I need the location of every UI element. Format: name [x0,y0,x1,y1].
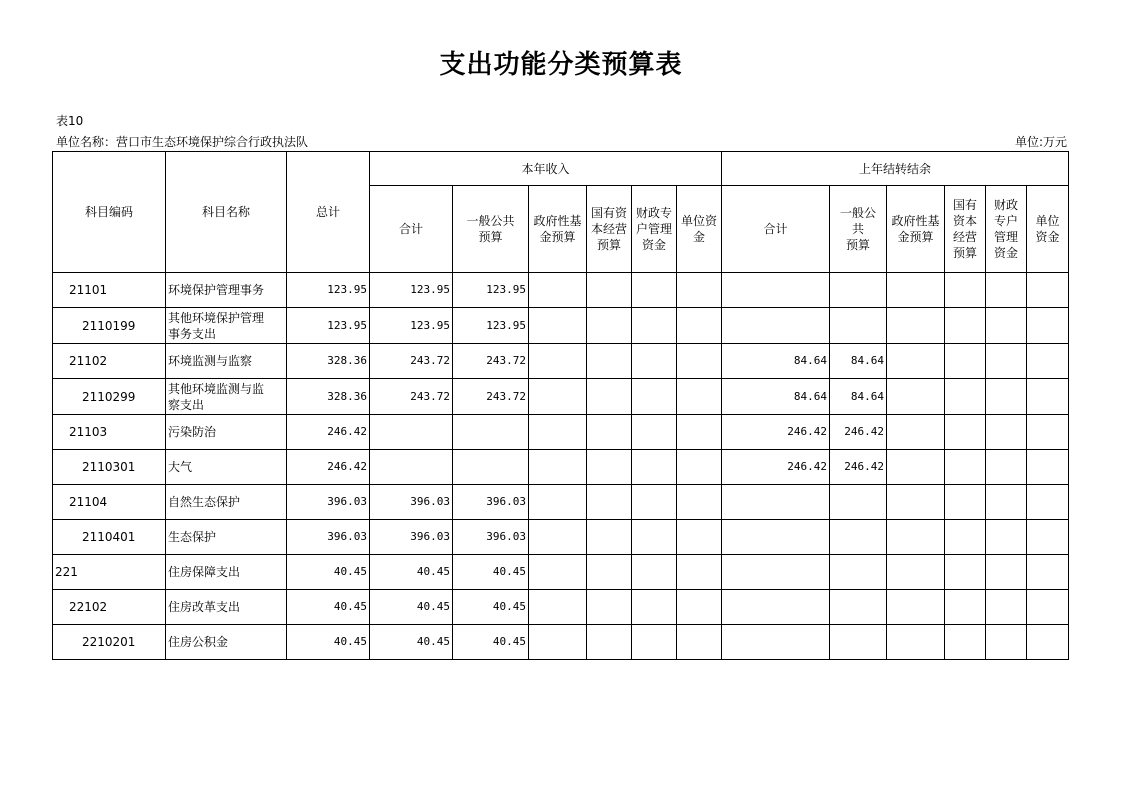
cell-cy-general: 396.03 [453,520,529,555]
cell-empty [632,590,677,625]
cell-co-sum [722,273,830,308]
cell-cy-general [453,450,529,485]
cell-name: 大气 [166,450,287,485]
cell-empty [986,344,1027,379]
cell-empty [1027,555,1069,590]
cell-cy-sum: 123.95 [370,273,453,308]
header-cy-general: 一般公共 预算 [453,186,529,273]
cell-empty [1027,379,1069,415]
cell-empty [986,379,1027,415]
cell-code: 2110299 [53,379,166,415]
cell-cy-general: 243.72 [453,379,529,415]
cell-co-sum: 246.42 [722,415,830,450]
table-row [53,590,1069,625]
cell-code: 21103 [53,415,166,450]
cell-empty [1027,308,1069,344]
header-carryover: 上年结转结余 [722,152,1069,186]
cell-empty [887,520,945,555]
cell-empty [986,273,1027,308]
cell-empty [945,415,986,450]
cell-empty [677,625,722,660]
table-row [53,415,1069,450]
cell-co-general [830,485,887,520]
cell-empty [677,379,722,415]
cell-code: 2110401 [53,520,166,555]
header-co-gov-fund: 政府性基 金预算 [887,186,945,273]
cell-empty [529,625,587,660]
cell-empty [677,520,722,555]
cell-code: 2210201 [53,625,166,660]
cell-empty [887,415,945,450]
cell-empty [986,485,1027,520]
cell-empty [1027,625,1069,660]
cell-code: 21104 [53,485,166,520]
cell-empty [887,555,945,590]
cell-name: 住房保障支出 [166,555,287,590]
cell-empty [529,450,587,485]
cell-empty [632,273,677,308]
cell-co-general [830,520,887,555]
header-cy-sum: 合计 [370,186,453,273]
cell-name: 环境保护管理事务 [166,273,287,308]
cell-empty [529,485,587,520]
cell-empty [887,590,945,625]
cell-empty [632,415,677,450]
cell-co-general [830,308,887,344]
page-title: 支出功能分类预算表 [439,50,683,80]
cell-empty [945,308,986,344]
cell-cy-general: 40.45 [453,555,529,590]
table-header [53,152,1069,273]
cell-cy-sum [370,450,453,485]
header-co-sum: 合计 [722,186,830,273]
cell-co-sum: 246.42 [722,450,830,485]
table-row [53,379,1069,415]
cell-code: 221 [53,555,166,590]
cell-empty [632,485,677,520]
header-co-unit-fund: 单位 资金 [1027,186,1069,273]
cell-empty [945,273,986,308]
cell-empty [887,379,945,415]
cell-empty [887,308,945,344]
cell-cy-sum: 40.45 [370,555,453,590]
cell-code: 22102 [53,590,166,625]
cell-empty [945,520,986,555]
header-co-state-capital: 国有 资本 经营 预算 [945,186,986,273]
table-row [53,273,1069,308]
unit-name: 单位名称：营口市生态环境保护综合行政执法队 [56,135,309,149]
cell-co-sum [722,555,830,590]
cell-cy-general [453,415,529,450]
cell-empty [632,344,677,379]
cell-empty [1027,520,1069,555]
header-cy-fiscal-special: 财政专 户管理 资金 [632,186,677,273]
header-name: 科目名称 [166,152,287,273]
table-body [53,273,1069,660]
table-row [53,555,1069,590]
cell-name: 环境监测与监察 [166,344,287,379]
cell-cy-sum [370,415,453,450]
cell-co-general [830,625,887,660]
header-cy-unit-fund: 单位资 金 [677,186,722,273]
cell-total: 123.95 [287,273,370,308]
cell-co-sum: 84.64 [722,379,830,415]
cell-empty [945,485,986,520]
cell-empty [632,625,677,660]
cell-empty [587,520,632,555]
header-current-year: 本年收入 [370,152,722,186]
cell-name: 住房改革支出 [166,590,287,625]
table-number: 表10 [56,114,84,128]
table-row [53,520,1069,555]
cell-empty [945,625,986,660]
cell-co-general [830,273,887,308]
cell-cy-sum: 40.45 [370,590,453,625]
cell-cy-general: 40.45 [453,625,529,660]
cell-co-sum [722,625,830,660]
cell-empty [587,485,632,520]
cell-code: 2110199 [53,308,166,344]
table-row [53,485,1069,520]
cell-name: 其他环境保护管理 事务支出 [166,308,287,344]
cell-empty [529,379,587,415]
cell-empty [986,308,1027,344]
cell-empty [529,308,587,344]
cell-empty [587,555,632,590]
cell-cy-sum: 40.45 [370,625,453,660]
cell-cy-general: 123.95 [453,273,529,308]
cell-empty [587,344,632,379]
cell-empty [632,520,677,555]
cell-empty [632,308,677,344]
cell-empty [677,273,722,308]
currency-unit: 单位:万元 [1014,135,1067,149]
cell-code: 21101 [53,273,166,308]
budget-table [52,151,1069,660]
cell-empty [632,450,677,485]
cell-empty [986,520,1027,555]
table-row [53,344,1069,379]
cell-total: 396.03 [287,520,370,555]
cell-co-sum [722,520,830,555]
cell-empty [529,590,587,625]
cell-name: 自然生态保护 [166,485,287,520]
cell-empty [587,590,632,625]
cell-empty [587,415,632,450]
header-cy-state-capital: 国有资 本经营 预算 [587,186,632,273]
cell-empty [1027,590,1069,625]
cell-empty [529,273,587,308]
cell-empty [587,625,632,660]
cell-empty [529,344,587,379]
cell-empty [677,555,722,590]
cell-code: 21102 [53,344,166,379]
cell-total: 123.95 [287,308,370,344]
cell-empty [887,485,945,520]
cell-total: 396.03 [287,485,370,520]
cell-cy-sum: 396.03 [370,520,453,555]
cell-empty [1027,485,1069,520]
cell-empty [677,415,722,450]
table-row [53,625,1069,660]
cell-name: 其他环境监测与监 察支出 [166,379,287,415]
cell-co-sum [722,485,830,520]
cell-empty [1027,344,1069,379]
cell-empty [945,450,986,485]
cell-cy-general: 123.95 [453,308,529,344]
cell-co-general [830,555,887,590]
cell-empty [677,308,722,344]
header-total: 总计 [287,152,370,273]
cell-empty [986,555,1027,590]
cell-empty [1027,415,1069,450]
cell-total: 40.45 [287,625,370,660]
cell-empty [587,273,632,308]
cell-total: 328.36 [287,379,370,415]
cell-name: 污染防治 [166,415,287,450]
cell-empty [1027,273,1069,308]
cell-empty [945,379,986,415]
cell-empty [945,344,986,379]
table-row [53,308,1069,344]
cell-empty [986,450,1027,485]
cell-empty [529,520,587,555]
cell-co-sum [722,308,830,344]
cell-co-general [830,590,887,625]
cell-empty [529,555,587,590]
cell-cy-general: 243.72 [453,344,529,379]
cell-empty [677,590,722,625]
cell-empty [887,450,945,485]
cell-cy-sum: 396.03 [370,485,453,520]
cell-empty [986,590,1027,625]
cell-co-general: 84.64 [830,344,887,379]
cell-empty [887,625,945,660]
table-row [53,450,1069,485]
cell-name: 住房公积金 [166,625,287,660]
cell-co-general: 84.64 [830,379,887,415]
cell-cy-sum: 243.72 [370,344,453,379]
cell-co-sum [722,590,830,625]
cell-empty [587,308,632,344]
cell-empty [632,555,677,590]
cell-empty [529,415,587,450]
cell-empty [1027,450,1069,485]
cell-total: 328.36 [287,344,370,379]
cell-empty [945,590,986,625]
cell-empty [587,450,632,485]
cell-total: 246.42 [287,415,370,450]
cell-empty [587,379,632,415]
cell-co-sum: 84.64 [722,344,830,379]
cell-empty [887,344,945,379]
cell-total: 40.45 [287,555,370,590]
cell-cy-sum: 123.95 [370,308,453,344]
cell-empty [887,273,945,308]
cell-empty [632,379,677,415]
cell-cy-general: 396.03 [453,485,529,520]
cell-empty [677,450,722,485]
cell-co-general: 246.42 [830,415,887,450]
cell-co-general: 246.42 [830,450,887,485]
cell-total: 246.42 [287,450,370,485]
cell-empty [945,555,986,590]
header-code: 科目编码 [53,152,166,273]
cell-empty [677,485,722,520]
header-cy-gov-fund: 政府性基 金预算 [529,186,587,273]
cell-empty [986,625,1027,660]
cell-empty [677,344,722,379]
cell-cy-sum: 243.72 [370,379,453,415]
header-co-fiscal-special: 财政 专户 管理 资金 [986,186,1027,273]
cell-total: 40.45 [287,590,370,625]
header-co-general: 一般公 共 预算 [830,186,887,273]
cell-name: 生态保护 [166,520,287,555]
cell-empty [986,415,1027,450]
cell-code: 2110301 [53,450,166,485]
cell-cy-general: 40.45 [453,590,529,625]
